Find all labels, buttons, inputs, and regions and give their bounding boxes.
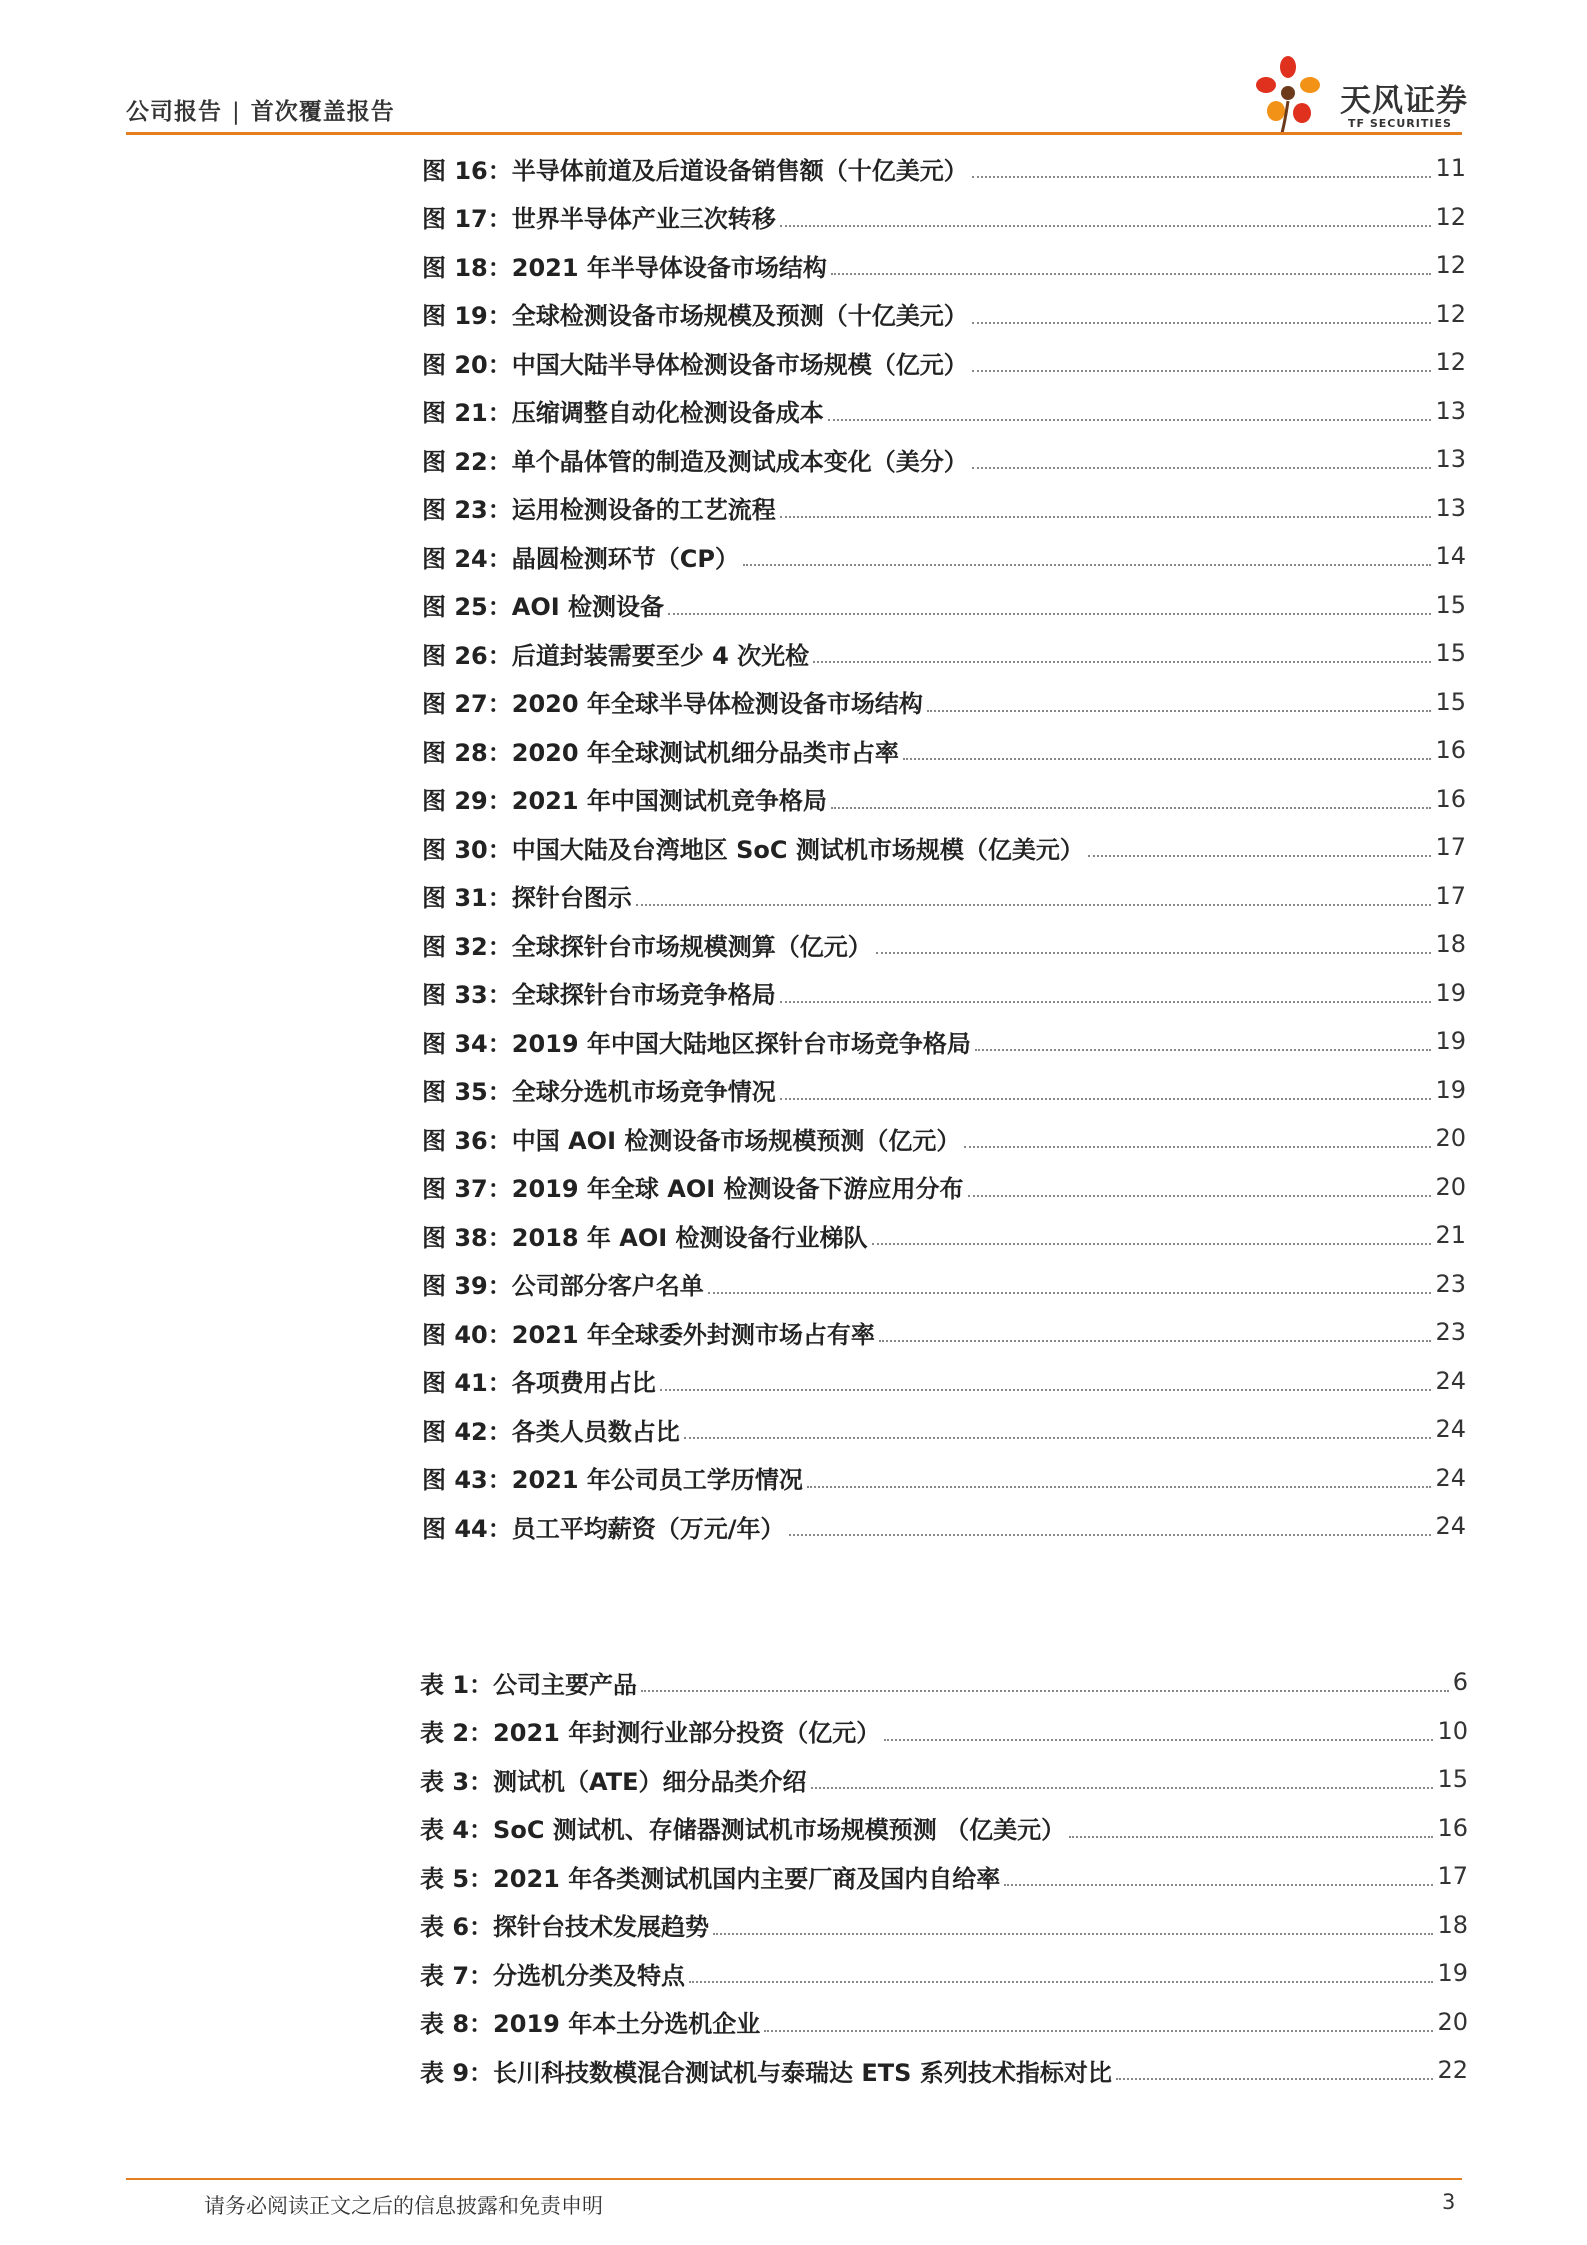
dot-leader [1088, 855, 1432, 857]
figure-entry-label: 图 19：全球检测设备市场规模及预测（十亿美元） [422, 302, 968, 331]
figure-entry[interactable] [422, 1357, 1466, 1406]
dot-leader [764, 2030, 1433, 2032]
figure-entry-label: 图 31：探针台图示 [422, 884, 632, 913]
figure-entry-page: 20 [1435, 1172, 1466, 1201]
figure-entry-page: 16 [1435, 736, 1466, 765]
header-separator: | [232, 99, 241, 125]
figure-entry-label: 图 44：员工平均薪资（万元/年） [422, 1514, 785, 1543]
figure-entry-page: 14 [1435, 542, 1466, 571]
table-entry-page: 19 [1437, 1959, 1468, 1988]
figure-entry-page: 15 [1435, 687, 1466, 716]
figure-entry-page: 12 [1435, 348, 1466, 377]
dot-leader [831, 273, 1432, 275]
figure-entry[interactable] [422, 969, 1466, 1018]
dot-leader [789, 1534, 1432, 1536]
dot-leader [780, 1098, 1432, 1100]
footer-divider [126, 2178, 1462, 2180]
figure-entry[interactable] [422, 1308, 1466, 1357]
dot-leader [780, 1001, 1432, 1003]
dot-leader [807, 1486, 1432, 1488]
figure-entry-page: 16 [1435, 784, 1466, 813]
figure-entry-label: 图 22：单个晶体管的制造及测试成本变化（美分） [422, 447, 968, 476]
figure-entry[interactable] [422, 532, 1466, 581]
dot-leader [684, 1437, 1432, 1439]
dot-leader [708, 1292, 1432, 1294]
table-entry-label: 表 5：2021 年各类测试机国内主要厂商及国内自给率 [420, 1864, 1001, 1893]
figure-entry-page: 11 [1435, 154, 1466, 183]
figure-entry[interactable] [422, 872, 1466, 921]
table-entry[interactable] [420, 1804, 1468, 1853]
figure-entry-page: 19 [1435, 1075, 1466, 1104]
figure-entry[interactable] [422, 629, 1466, 678]
table-entry[interactable] [420, 1658, 1468, 1707]
dot-leader [927, 710, 1432, 712]
figure-entry-label: 图 35：全球分选机市场竞争情况 [422, 1078, 776, 1107]
figure-entry-page: 23 [1435, 1269, 1466, 1298]
figure-entry-label: 图 34：2019 年中国大陆地区探针台市场竞争格局 [422, 1029, 971, 1058]
table-entry-page: 17 [1437, 1862, 1468, 1891]
dot-leader [1004, 1884, 1433, 1886]
figure-entry[interactable] [422, 290, 1466, 339]
figure-entry-label: 图 40：2021 年全球委外封测市场占有率 [422, 1320, 875, 1349]
flower-logo-icon [1252, 55, 1322, 133]
figure-entry[interactable] [422, 775, 1466, 824]
table-list [420, 1658, 1468, 2095]
report-type: 公司报告 [126, 99, 222, 125]
table-entry-label: 表 4：SoC 测试机、存储器测试机市场规模预测 （亿美元） [420, 1816, 1066, 1845]
figure-entry-label: 图 16：半导体前道及后道设备销售额（十亿美元） [422, 156, 968, 185]
figure-entry[interactable] [422, 1211, 1466, 1260]
figure-entry-label: 图 24：晶圆检测环节（CP） [422, 544, 739, 573]
dot-leader [780, 225, 1432, 227]
figure-entry[interactable] [422, 1260, 1466, 1309]
dot-leader [872, 1243, 1432, 1245]
figure-entry-page: 20 [1435, 1124, 1466, 1153]
figure-entry-page: 23 [1435, 1318, 1466, 1347]
dot-leader [828, 419, 1432, 421]
table-entry-page: 10 [1437, 1716, 1468, 1745]
table-entry-label: 表 6：探针台技术发展趋势 [420, 1913, 710, 1942]
figure-entry-label: 图 18：2021 年半导体设备市场结构 [422, 253, 827, 282]
figure-entry-label: 图 17：世界半导体产业三次转移 [422, 205, 776, 234]
figure-entry-page: 21 [1435, 1221, 1466, 1250]
figure-entry-page: 13 [1435, 445, 1466, 474]
table-entry[interactable] [420, 1755, 1468, 1804]
dot-leader [876, 952, 1432, 954]
figure-entry-page: 12 [1435, 251, 1466, 280]
figure-entry-page: 24 [1435, 1366, 1466, 1395]
disclaimer-note: 请务必阅读正文之后的信息披露和免责申明 [204, 2194, 603, 2218]
figure-entry[interactable] [422, 193, 1466, 242]
logo-english-name: TF SECURITIES [1348, 117, 1452, 130]
dot-leader [689, 1981, 1433, 1983]
table-entry-page: 20 [1437, 2007, 1468, 2036]
table-entry[interactable] [420, 1998, 1468, 2047]
dot-leader [964, 1146, 1431, 1148]
dot-leader [972, 467, 1432, 469]
figure-entry-page: 24 [1435, 1512, 1466, 1541]
figure-entry-page: 17 [1435, 833, 1466, 862]
figure-entry[interactable] [422, 484, 1466, 533]
page-number: 3 [1442, 2190, 1456, 2214]
figure-entry-label: 图 25：AOI 检测设备 [422, 593, 665, 622]
table-entry[interactable] [420, 1901, 1468, 1950]
table-entry-page: 16 [1437, 1813, 1468, 1842]
table-entry-label: 表 9：长川科技数模混合测试机与泰瑞达 ETS 系列技术指标对比 [420, 2058, 1112, 2087]
figure-entry-label: 图 30：中国大陆及台湾地区 SoC 测试机市场规模（亿美元） [422, 835, 1084, 864]
figure-list [422, 144, 1466, 1551]
figure-entry-label: 图 27：2020 年全球半导体检测设备市场结构 [422, 690, 923, 719]
figure-entry[interactable] [422, 1114, 1466, 1163]
figure-entry-page: 17 [1435, 881, 1466, 910]
table-entry-page: 15 [1437, 1765, 1468, 1794]
figure-entry-page: 24 [1435, 1415, 1466, 1444]
figure-entry-page: 15 [1435, 590, 1466, 619]
figure-entry-label: 图 20：中国大陆半导体检测设备市场规模（亿元） [422, 350, 968, 379]
figure-entry[interactable] [422, 678, 1466, 727]
dot-leader [660, 1389, 1432, 1391]
figure-entry-page: 18 [1435, 930, 1466, 959]
figure-entry[interactable] [422, 1163, 1466, 1212]
figure-entry-page: 12 [1435, 299, 1466, 328]
figure-entry-page: 13 [1435, 493, 1466, 522]
figure-entry-label: 图 43：2021 年公司员工学历情况 [422, 1466, 803, 1495]
figure-entry[interactable] [422, 1017, 1466, 1066]
figure-entry-label: 图 33：全球探针台市场竞争格局 [422, 981, 776, 1010]
dot-leader [811, 1787, 1434, 1789]
figure-entry-page: 12 [1435, 202, 1466, 231]
dot-leader [972, 370, 1432, 372]
dot-leader [641, 1690, 1449, 1692]
report-header [126, 93, 395, 126]
dot-leader [903, 758, 1432, 760]
figure-entry[interactable] [422, 241, 1466, 290]
figure-entry-label: 图 36：中国 AOI 检测设备市场规模预测（亿元） [422, 1126, 961, 1155]
table-entry[interactable] [420, 1949, 1468, 1998]
figure-entry-label: 图 37：2019 年全球 AOI 检测设备下游应用分布 [422, 1175, 964, 1204]
figure-entry[interactable] [422, 1405, 1466, 1454]
figure-entry[interactable] [422, 144, 1466, 193]
dot-leader [884, 1739, 1433, 1741]
figure-entry[interactable] [422, 387, 1466, 436]
report-subtype: 首次覆盖报告 [250, 99, 395, 125]
dot-leader [636, 904, 1432, 906]
table-entry-page: 6 [1452, 1668, 1468, 1697]
company-logo [1252, 55, 1472, 133]
figure-entry-label: 图 26：后道封装需要至少 4 次光检 [422, 641, 810, 670]
figure-entry-label: 图 23：运用检测设备的工艺流程 [422, 496, 776, 525]
figure-entry-label: 图 29：2021 年中国测试机竞争格局 [422, 787, 827, 816]
dot-leader [975, 1049, 1432, 1051]
figure-entry[interactable] [422, 1502, 1466, 1551]
figure-entry-label: 图 42：各类人员数占比 [422, 1417, 680, 1446]
dot-leader [968, 1195, 1432, 1197]
dot-leader [1116, 2078, 1434, 2080]
figure-entry-page: 19 [1435, 1027, 1466, 1056]
table-entry-label: 表 7：分选机分类及特点 [420, 1961, 686, 1990]
figure-entry[interactable] [422, 823, 1466, 872]
table-entry[interactable] [420, 1707, 1468, 1756]
logo-chinese-name: 天风证券 [1340, 83, 1468, 119]
figure-entry-label: 图 38：2018 年 AOI 检测设备行业梯队 [422, 1223, 868, 1252]
dot-leader [743, 564, 1431, 566]
figure-entry-page: 24 [1435, 1463, 1466, 1492]
figure-entry[interactable] [422, 726, 1466, 775]
dot-leader [972, 176, 1432, 178]
table-entry-page: 22 [1437, 2056, 1468, 2085]
dot-leader [780, 516, 1432, 518]
figure-entry-page: 19 [1435, 978, 1466, 1007]
figure-entry[interactable] [422, 581, 1466, 630]
table-entry-label: 表 8：2019 年本土分选机企业 [420, 2010, 761, 2039]
figure-entry[interactable] [422, 338, 1466, 387]
table-entry-label: 表 3：测试机（ATE）细分品类介绍 [420, 1767, 807, 1796]
header-divider [126, 132, 1462, 135]
figure-entry-label: 图 39：公司部分客户名单 [422, 1272, 704, 1301]
figure-entry-page: 13 [1435, 396, 1466, 425]
figure-entry[interactable] [422, 435, 1466, 484]
figure-entry-label: 图 21：压缩调整自动化检测设备成本 [422, 399, 824, 428]
figure-entry[interactable] [422, 920, 1466, 969]
dot-leader [668, 613, 1431, 615]
figure-entry[interactable] [422, 1454, 1466, 1503]
table-entry-label: 表 2：2021 年封测行业部分投资（亿元） [420, 1719, 881, 1748]
dot-leader [972, 322, 1432, 324]
figure-entry-page: 15 [1435, 639, 1466, 668]
dot-leader [713, 1933, 1433, 1935]
dot-leader [879, 1340, 1432, 1342]
table-entry[interactable] [420, 1852, 1468, 1901]
table-entry-page: 18 [1437, 1910, 1468, 1939]
dot-leader [813, 661, 1431, 663]
table-entry-label: 表 1：公司主要产品 [420, 1670, 638, 1699]
dot-leader [1069, 1836, 1433, 1838]
dot-leader [831, 807, 1432, 809]
figure-entry[interactable] [422, 1066, 1466, 1115]
table-entry[interactable] [420, 2046, 1468, 2095]
figure-entry-label: 图 32：全球探针台市场规模测算（亿元） [422, 932, 872, 961]
figure-entry-label: 图 28：2020 年全球测试机细分品类市占率 [422, 738, 899, 767]
figure-entry-label: 图 41：各项费用占比 [422, 1369, 656, 1398]
